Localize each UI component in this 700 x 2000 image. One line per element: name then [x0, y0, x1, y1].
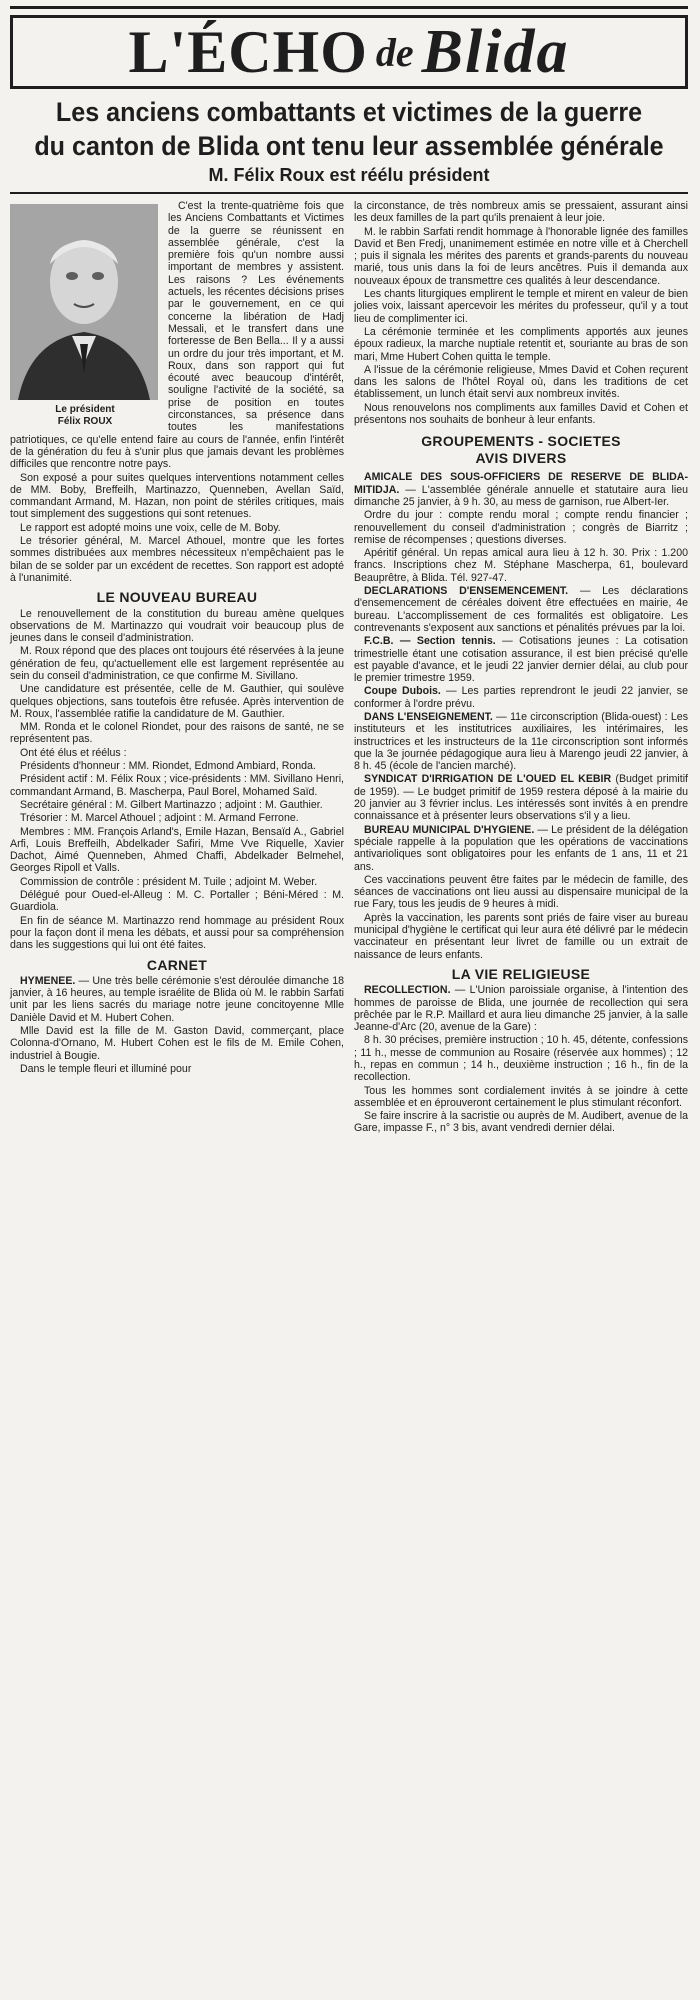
- paragraph: Mlle David est la fille de M. Gaston David, commerçant, place Colonna-d'Ornano, M. Hubert Cohen est le fils de M. Emile Cohen, industriel à Bougie.: [10, 1025, 344, 1062]
- paragraph: [354, 824, 688, 873]
- photo-caption-line1: Le président: [55, 404, 115, 415]
- paragraph-text: — Le président de la délégation spéciale rappelle à la population que les opérations de vaccinations antivarioliques sont obligatoires pour les enfants de 1 ans, 11 et 21 ans.: [354, 823, 689, 873]
- paragraph: M. Roux répond que des places ont toujours été réservées à la jeune génération de feu, qu'actuellement elle est largement représentée au sein du conseil d'administration, ce que confirme M. Sivillano.: [10, 645, 344, 682]
- section-heading-groupements: [354, 433, 688, 467]
- headline-line2: du canton de Blida ont tenu leur assemblée générale: [34, 131, 664, 161]
- paragraph: Ordre du jour : compte rendu moral ; compte rendu financier ; renouvellement du conseil d'administration ; congrès de Biarritz ; remise de récompenses ; questions diverses.: [354, 509, 688, 546]
- headline-line1: Les anciens combattants et victimes de la guerre: [55, 97, 643, 127]
- masthead-part1: L'ÉCHO: [128, 18, 368, 85]
- masthead: [10, 15, 688, 89]
- paragraph-text: — L'assemblée générale annuelle et statutaire aura lieu dimanche 25 janvier, à 9 h. 30, au mess de garnison, rue Albert-Ier.: [354, 483, 688, 508]
- paragraph: Le renouvellement de la constitution du bureau amène quelques observations de M. Martinazzo qui voudrait voir beaucoup plus de jeunes dans le conseil d'administration.: [10, 607, 344, 645]
- paragraph: Apéritif général. Un repas amical aura lieu à 12 h. 30. Prix : 1.200 francs. Inscriptions chez M. Stéphane Mascherpa, 61, boulevard Beauprêtre, à Blida. Tél. 927-47.: [354, 547, 688, 584]
- paragraph: la circonstance, de très nombreux amis se pressaient, assurant ainsi les deux familles de la part qu'ils prenaient à leur joie.: [354, 200, 688, 225]
- paragraph: Les chants liturgiques emplirent le temple et mirent en valeur de bien jolies voix, laissant apercevoir les mérites du professeur, qu'il y a tout lieu de complimenter ici.: [354, 288, 688, 325]
- paragraph: Le trésorier général, M. Marcel Athouel, montre que les fortes sommes distribuées aux membres nécessiteux n'empêchaient pas le bilan de se solder par un excédent de recettes. Son rapport est adopté à l'unanimité.: [10, 535, 344, 584]
- section-heading-nouveau-bureau: LE NOUVEAU BUREAU: [96, 589, 258, 606]
- paragraph-lead: HYMENEE.: [20, 974, 76, 987]
- paragraph-text: — L'Union paroissiale organise, à l'intention des hommes de paroisse de Blida, une journée de recollection qui sera prêchée par le R.P. Maillard et aura lieu dimanche 25 janvier, à la salle Jeanne-d'Arc (20, avenue de la Gare) :: [354, 984, 688, 1034]
- paragraph-lead: DANS L'ENSEIGNEMENT.: [364, 710, 493, 723]
- paragraph: Après la vaccination, les parents sont priés de faire viser au bureau municipal d'hygiène le certificat qui leur aura été délivré par le médecin vaccinateur en présentant leur livret de famille ou un extrait de naissance de leurs enfants.: [354, 911, 688, 961]
- paragraph: [10, 975, 344, 1024]
- top-rule: [10, 6, 688, 9]
- paragraph: [354, 471, 688, 508]
- paragraph-lead: Coupe Dubois.: [364, 685, 441, 698]
- paragraph: En fin de séance M. Martinazzo rend hommage au président Roux pour la façon dont il mena les débats, et aussi pour sa compréhension dans les suggestions qui lui ont été faites.: [10, 914, 344, 952]
- paragraph: Membres : MM. François Arland's, Emile Hazan, Bensaïd A., Gabriel Arfi, Louis Breffeilh, Abdelkader Safiri, Mme Vve Riquelle, Xavier Dachot, Aimé Quenneben, Ahmed Chaffi, Abdelkader Belmehel, Georges Ripoll et Valls.: [10, 825, 344, 875]
- paragraph: Ces vaccinations peuvent être faites par le médecin de famille, des séances de vaccinations ont lieu aussi au dispensaire municipal de la rue Fary, tous les jeudis de 9 heures à midi.: [354, 873, 688, 911]
- paragraph-text: — Cotisations jeunes : La cotisation trimestrielle étant une cotisation assurance, il est bien précisé qu'elle est payable d'avance, et le jeudi 22 janvier dernier délai, au club pour le premier trimestre 1959.: [354, 635, 688, 685]
- paragraph: Tous les hommes sont cordialement invités à se joindre à cette assemblée et en éprouveront certainement le plus stimulant réconfort.: [354, 1084, 688, 1109]
- paragraph: [354, 984, 688, 1033]
- paragraph-text: — 11e circonscription (Blida-ouest) : Les instituteurs et les institutrices auxiliaires, les intérimaires, les instructrices et les instructeurs de la 11e circonscription sont informés que la 3e journée pédagogique aura lieu à Marengo jeudi 22 janvier, à 8 h. 45 (école de l'ancien marché).: [354, 710, 688, 773]
- president-portrait: [10, 204, 158, 400]
- paragraph-lead: BUREAU MUNICIPAL D'HYGIENE.: [364, 823, 535, 836]
- paragraph: MM. Ronda et le colonel Riondet, pour des raisons de santé, ne se représentent pas.: [10, 721, 344, 746]
- paragraph: [354, 711, 688, 772]
- paragraph: C'est la trente-quatrième fois que les Anciens Combattants et Victimes de la guerre se réunissent en assemblée générale, c'est la première fois qu'un nombre aussi important de membres y assistent. Les raisons ? Les événements actuels, les récentes décisions prises par le gouvernement, en ce qui concerne la libération de Hadj Messali, et le transfert dans une forteresse de Ben Bella... Il y a aussi un ordre du jour très important, et M. Roux, dans son rapport qui fut écouté avec beaucoup d'intérêt, souligne l'activité de la société, sa prise de position en toutes circonstances, sa présence dans toutes les manifestations patriotiques, ce qu'elle entend faire au cours de l'année, enfin l'intérêt de la génération du feu à s'unir plus que jamais devant les problèmes difficiles que rencontre notre pays.: [10, 200, 344, 471]
- paragraph: Le rapport est adopté moins une voix, celle de M. Boby.: [20, 521, 281, 534]
- paragraph: Ont été élus et réélus :: [20, 746, 127, 759]
- paragraph: Une candidature est présentée, celle de M. Gauthier, qui soulève quelques objections, sans toutefois être refusée. Après intervention de M. Roux, l'assemblée ratifie la candidature de M. Gauthier.: [10, 683, 344, 720]
- photo-caption-line2: Félix ROUX: [57, 416, 113, 427]
- section-heading-line2: AVIS DIVERS: [475, 450, 567, 467]
- paragraph-lead: AMICALE DES SOUS-OFFICIERS DE RESERVE DE BLIDA-MITIDJA.: [354, 471, 688, 496]
- right-column: [354, 200, 688, 1136]
- paragraph-text: (Budget primitif de 1959). — Le budget primitif de 1959 restera déposé à la mairie du 20 janvier au 3 février inclus. Les intéressés sont invités à en prendre connaissance et à présenter leurs observations s'il y a lieu.: [354, 773, 688, 823]
- paragraph-lead: F.C.B. — Section tennis.: [364, 635, 496, 648]
- paragraph: A l'issue de la cérémonie religieuse, Mmes David et Cohen reçurent dans les salons de l'hôtel Royal où, dans les traditions de cet établissement, un lunch était servi aux nombreux invités.: [354, 363, 688, 401]
- paragraph: M. le rabbin Sarfati rendit hommage à l'honorable lignée des familles David et Ben Fredj, unanimement estimée en notre ville et à Cherchell ; puis il signala les mérites des parents et grands-parents du nouveau marié, tous unis dans la foi de leurs ancêtres. Puis il demanda aux nouveaux époux de transmettre ces qualités à leur descendance.: [354, 225, 688, 287]
- paragraph: Délégué pour Oued-el-Alleug : M. C. Portaller ; Béni-Méred : M. Guardiola.: [10, 889, 344, 914]
- paragraph: Dans le temple fleuri et illuminé pour: [20, 1062, 192, 1075]
- paragraph-lead: DECLARATIONS D'ENSEMENCEMENT.: [364, 585, 569, 598]
- article-columns: [10, 200, 688, 1136]
- paragraph-lead: SYNDICAT D'IRRIGATION DE L'OUED EL KEBIR: [364, 773, 612, 786]
- paragraph-text: — Les parties reprendront le jeudi 22 janvier, se conformer à l'ordre prévu.: [354, 685, 688, 710]
- paragraph: Trésorier : M. Marcel Athouel ; adjoint : M. Armand Ferrone.: [20, 812, 299, 825]
- headline-rule: [10, 192, 688, 194]
- president-photo-block: [10, 204, 160, 428]
- paragraph: [354, 685, 688, 710]
- subheadline: M. Félix Roux est réélu président: [208, 165, 490, 185]
- paragraph: Commission de contrôle : président M. Tuile ; adjoint M. Weber.: [20, 875, 318, 888]
- paragraph: Son exposé a pour suites quelques interventions notamment celles de MM. Boby, Breffeilh, Martinazzo, Quenneben, Avellan Saïd, commandant Armand, M. Hazan, non point de stériles critiques, mais tout simplement des suggestions qui sont retenues.: [10, 471, 344, 521]
- paragraph: Secrétaire général : M. Gilbert Martinazzo ; adjoint : M. Gauthier.: [20, 798, 323, 811]
- masthead-part3: Blida: [421, 17, 570, 86]
- section-heading-vie-religieuse: LA VIE RELIGIEUSE: [451, 965, 591, 982]
- paragraph-lead: RECOLLECTION.: [364, 984, 451, 997]
- paragraph: La cérémonie terminée et les compliments apportés aux jeunes époux radieux, la marche nuptiale retentit et, souriante au bras de son mari, Mme Hubert Cohen quitta le temple.: [354, 325, 688, 363]
- section-heading-carnet: CARNET: [146, 956, 208, 973]
- paragraph: Présidents d'honneur : MM. Riondet, Edmond Ambiard, Ronda.: [20, 760, 316, 773]
- paragraph-text: — Les déclarations d'ensemencement de céréales doivent être effectuées en mairie, 4e bureau. L'accomplissement de ces formalités est obligatoire. Les contrevenants s'exposent aux sanctions et pénalités prévues par la loi.: [354, 585, 688, 634]
- paragraph: [354, 585, 688, 634]
- masthead-part2: de: [375, 29, 414, 75]
- section-heading-line1: GROUPEMENTS - SOCIETES: [421, 433, 621, 450]
- headline: [34, 95, 665, 163]
- left-column: [10, 200, 344, 1136]
- paragraph: [354, 773, 688, 822]
- paragraph: 8 h. 30 précises, première instruction ; 10 h. 45, détente, confessions ; 11 h., messe de communion au Rosaire (réservée aux hommes) ; 12 h., repas en commun ; 14 h., deuxième instruction ; 16 h., fin de la recollection.: [354, 1034, 688, 1084]
- paragraph: [354, 635, 688, 684]
- paragraph: Se faire inscrire à la sacristie ou auprès de M. Audibert, avenue de la Gare, impasse F., n° 3 bis, avant vendredi dernier délai.: [354, 1110, 688, 1135]
- paragraph-text: — Une très belle cérémonie s'est déroulée dimanche 18 janvier, à 16 heures, au temple israélite de Blida où M. le rabbin Sarfati unit par les liens sacrés du mariage notre jeune concitoyenne Mlle Danièle David et M. Hubert Cohen.: [10, 974, 344, 1024]
- paragraph: Nous renouvelons nos compliments aux familles David et Cohen et présentons nos souhaits de bonheur à leur enfants.: [354, 401, 688, 427]
- paragraph: Président actif : M. Félix Roux ; vice-présidents : MM. Sivillano Henri, commandant Armand, B. Mascherpa, Paul Borel, Mohamed Saïd.: [10, 773, 344, 798]
- photo-caption: [10, 404, 160, 428]
